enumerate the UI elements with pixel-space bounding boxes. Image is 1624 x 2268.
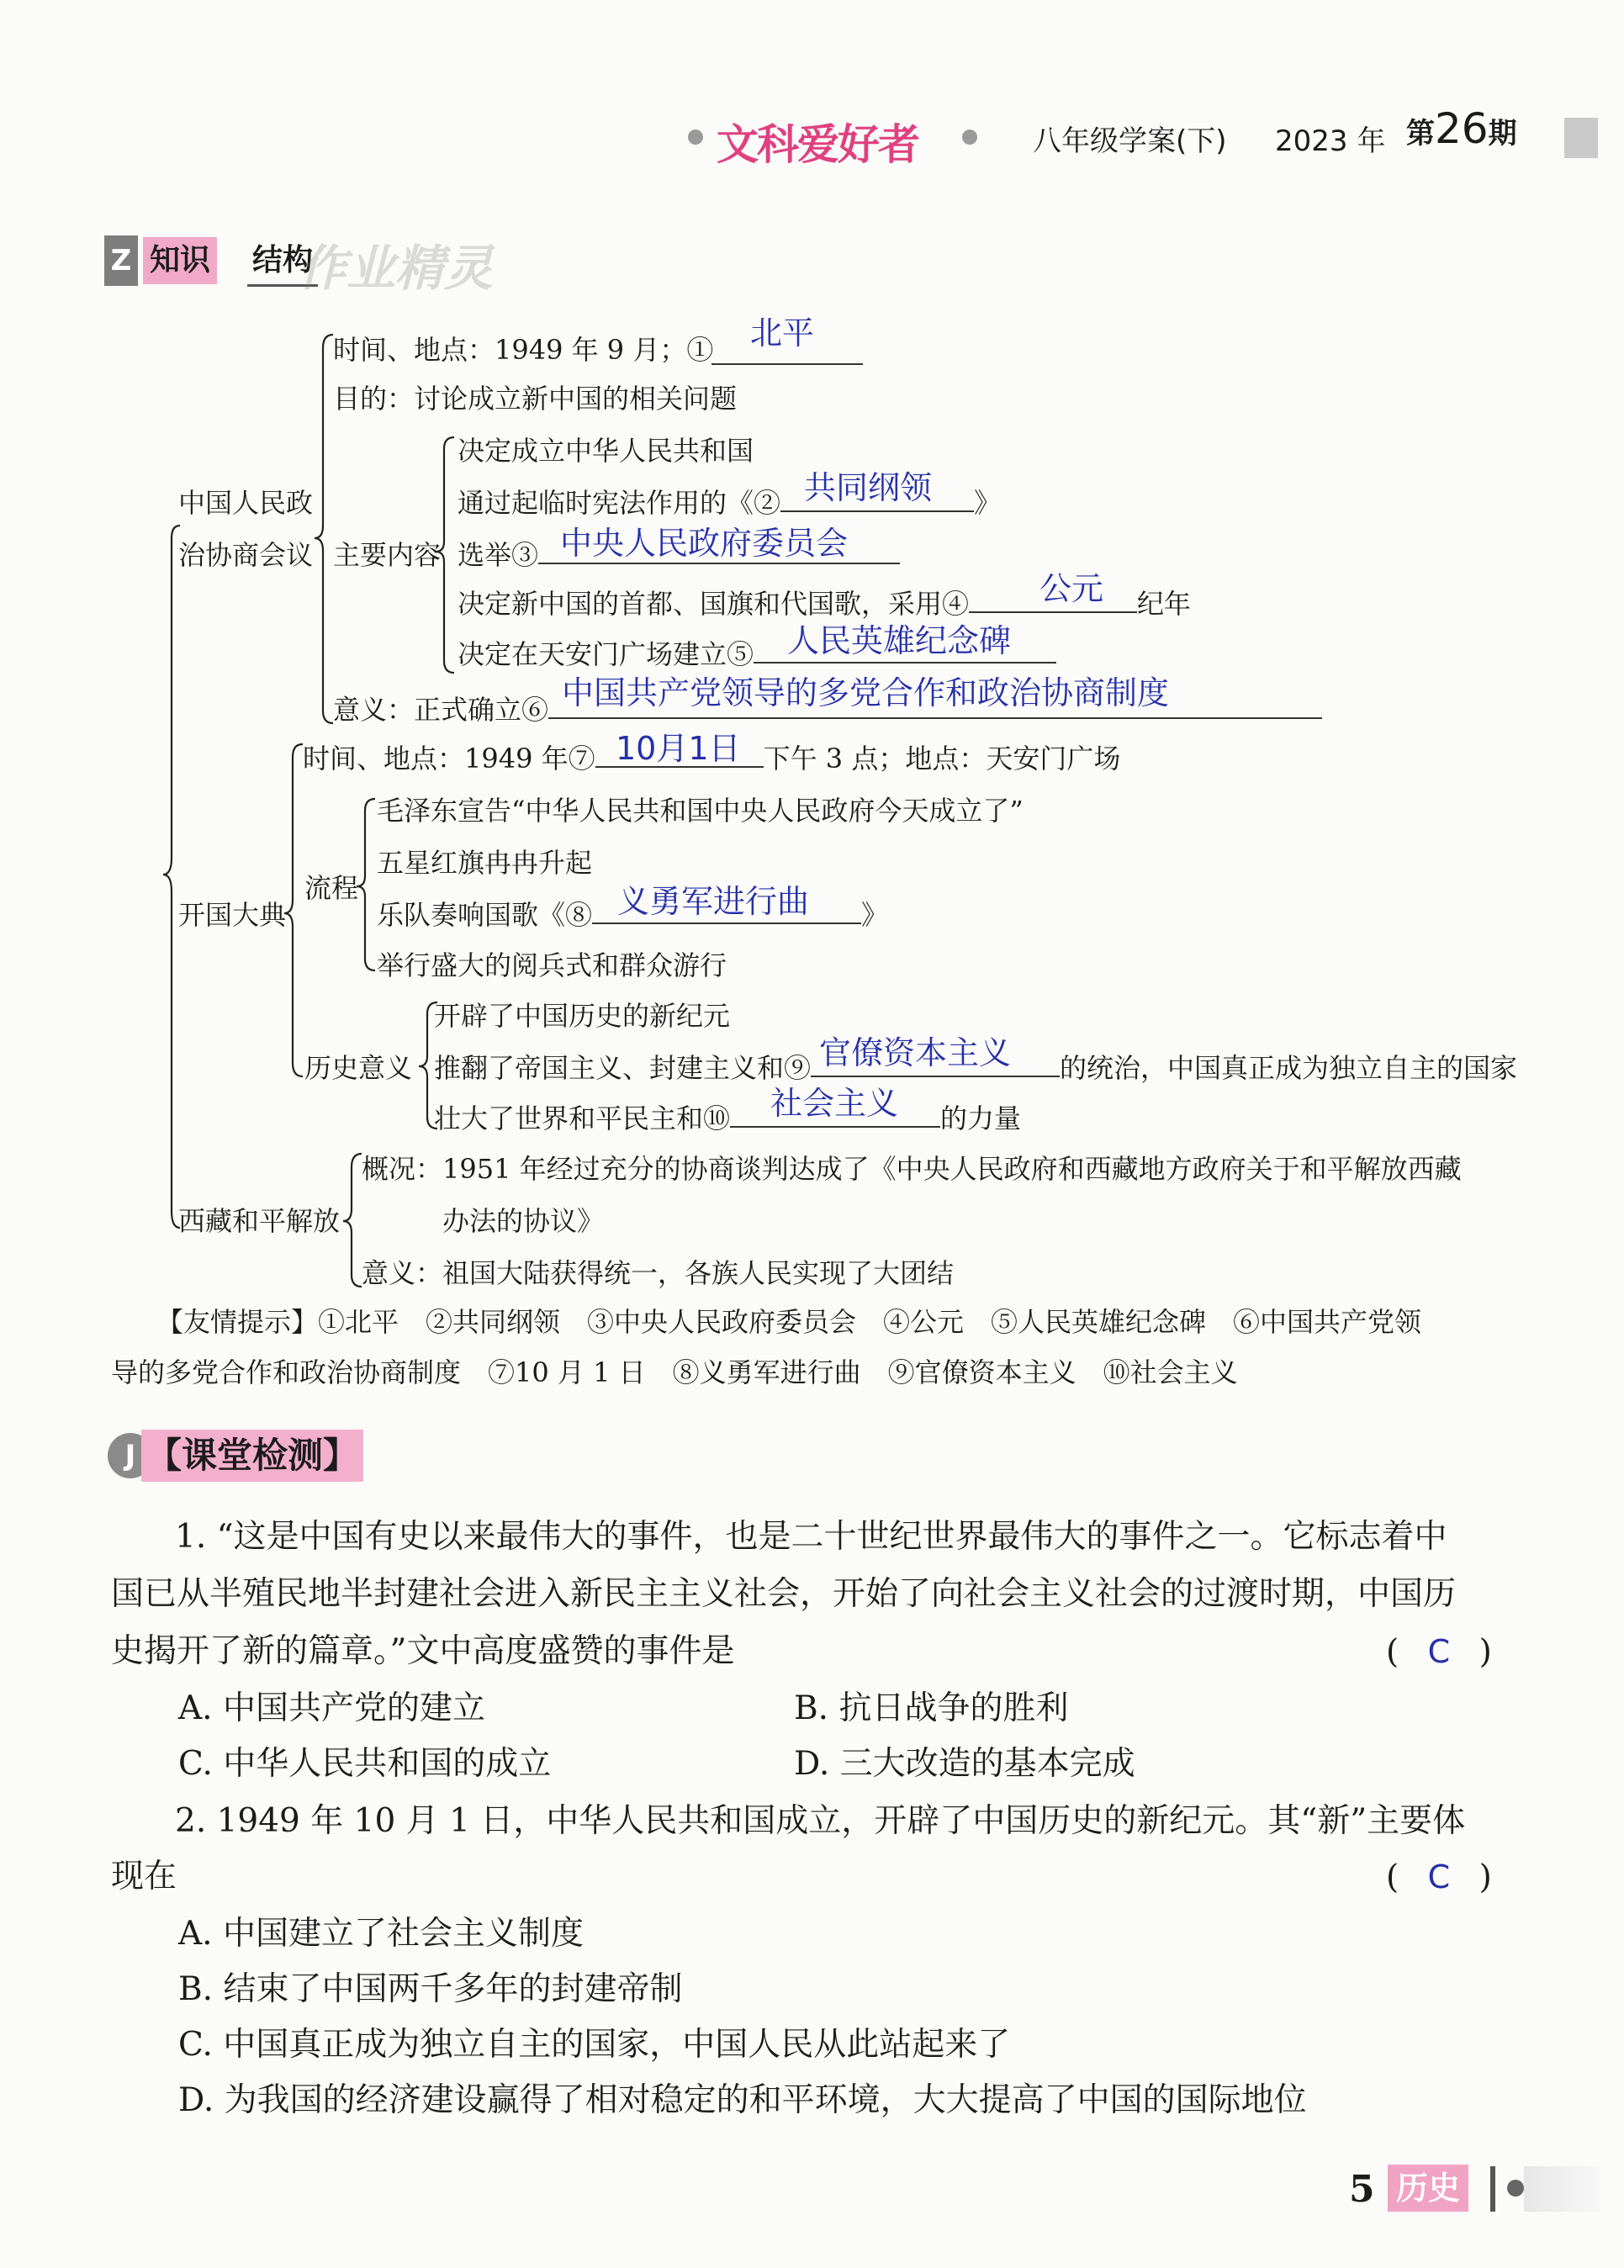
ceremony-time-prefix: 时间、地点：1949 年⑦ [303, 743, 595, 775]
content-5-prefix: 决定在天安门广场建立⑤ [458, 638, 754, 670]
q1-option-a: A. 中国共产党的建立 [178, 1689, 485, 1727]
blank-line-1 [711, 363, 863, 365]
year-label: 2023 年 [1275, 124, 1386, 158]
brand-logo: 文科爱好者 [717, 120, 918, 169]
ceremony-time-suffix: 下午 3 点；地点：天安门广场 [763, 743, 1121, 775]
q2-answer: C [1427, 1858, 1451, 1895]
brace-ceremony [284, 744, 303, 1076]
section-title-b: 结构 [247, 237, 318, 287]
q1-option-c: C. 中华人民共和国的成立 [178, 1745, 552, 1783]
cppcc-purpose: 目的：讨论成立新中国的相关问题 [333, 383, 738, 415]
significance-prefix: 意义：正式确立⑥ [333, 694, 549, 726]
answer-4: 公元 [1039, 570, 1104, 607]
answer-3: 中央人民政府委员会 [560, 525, 849, 562]
q1-option-b: B. 抗日战争的胜利 [794, 1689, 1069, 1727]
tibet-overview-2: 办法的协议》 [442, 1205, 605, 1237]
footer-dot [1507, 2180, 1524, 2197]
answer-2: 共同纲领 [804, 469, 933, 506]
flow-2: 五星红旗冉冉升起 [377, 847, 593, 879]
q1-answer-bracket: ( C ) [1386, 1633, 1492, 1671]
issue-prefix: 第 [1406, 117, 1435, 151]
answer-1: 北平 [750, 315, 815, 352]
cppcc-main-label: 主要内容 [333, 539, 442, 571]
q2-line-1: 2. 1949 年 10 月 1 日，中华人民共和国成立，开辟了中国历史的新纪元。其“新”主要体 [175, 1802, 1466, 1840]
significance-2-suffix: 的统治，中国真正成为独立自主的国家 [1060, 1052, 1518, 1084]
footer-gray-band [1524, 2166, 1600, 2212]
content-4-prefix: 决定新中国的首都、国旗和代国歌，采用④ [458, 588, 970, 620]
cppcc-label-2: 治协商会议 [178, 539, 314, 571]
section-mark: Z [104, 235, 138, 286]
answer-8: 义勇军进行曲 [617, 883, 810, 920]
brace-flow [357, 799, 375, 970]
classroom-icon: J [108, 1433, 153, 1478]
q1-option-d: D. 三大改造的基本完成 [794, 1745, 1135, 1783]
ceremony-flow-label: 流程 [304, 872, 359, 904]
flow-4: 举行盛大的阅兵式和群众游行 [377, 949, 727, 981]
cppcc-time-place: 时间、地点：1949 年 9 月；① [333, 334, 714, 366]
answer-6: 中国共产党领导的多党合作和政治协商制度 [562, 674, 1170, 711]
q1-line-1: 1. “这是中国有史以来最伟大的事件，也是二十世纪世界最伟大的事件之一。它标志着中 [175, 1518, 1447, 1556]
significance-3 [434, 1102, 1021, 1135]
significance-3-prefix: 壮大了世界和平民主和⑩ [434, 1102, 731, 1134]
section-title-a: 知识 [143, 237, 217, 284]
subject-label: 历史 [1388, 2165, 1468, 2212]
tibet-label: 西藏和平解放 [178, 1205, 341, 1237]
content-2-suffix: 》 [974, 487, 1002, 519]
grade-label: 八年级学案(下) [1033, 124, 1227, 158]
tips-line-1: 【友情提示】①北平 ②共同纲领 ③中央人民政府委员会 ④公元 ⑤人民英雄纪念碑 ⑥中国共产党领 [156, 1306, 1422, 1338]
footer-bar [1490, 2166, 1495, 2212]
ceremony-significance-label: 历史意义 [304, 1052, 413, 1084]
q2-option-a: A. 中国建立了社会主义制度 [178, 1915, 584, 1953]
watermark: 作业精灵 [298, 240, 494, 297]
q1-line-3: 史揭开了新的篇章。”文中高度盛赞的事件是 [111, 1632, 735, 1670]
flow-3-prefix: 乐队奏响国歌《⑧ [377, 899, 593, 931]
flow-3-suffix: 》 [861, 899, 889, 931]
significance-2-prefix: 推翻了帝国主义、封建主义和⑨ [434, 1052, 812, 1084]
significance-3-suffix: 的力量 [940, 1102, 1022, 1134]
q1-answer: C [1427, 1633, 1451, 1670]
flow-1: 毛泽东宣告“中华人民共和国中央人民政府今天成立了” [377, 795, 1024, 827]
content-4-suffix: 纪年 [1137, 588, 1192, 620]
q2-option-c: C. 中国真正成为独立自主的国家，中国人民从此站起来了 [178, 2026, 1011, 2064]
content-3-prefix: 选举③ [458, 539, 539, 571]
q2-option-b: B. 结束了中国两千多年的封建帝制 [178, 1970, 683, 2008]
q1-line-2: 国已从半殖民地半封建社会进入新民主主义社会，开始了向社会主义社会的过渡时期，中国历 [111, 1575, 1457, 1613]
brace-tibet [343, 1154, 362, 1287]
tips-line-2: 导的多党合作和政治协商制度 ⑦10 月 1 日 ⑧义勇军进行曲 ⑨官僚资本主义 ⑩社会主义 [111, 1356, 1238, 1388]
q2-option-d: D. 为我国的经济建设赢得了相对稳定的和平环境，大大提高了中国的国际地位 [178, 2081, 1307, 2119]
cppcc-label-1: 中国人民政 [178, 487, 314, 519]
brace-cppcc [315, 335, 333, 723]
answer-10: 社会主义 [770, 1085, 899, 1122]
cppcc-content-1: 决定成立中华人民共和国 [458, 435, 754, 467]
tibet-significance: 意义：祖国大陆获得统一，各族人民实现了大团结 [362, 1257, 955, 1289]
ceremony-label: 开国大典 [178, 899, 287, 931]
classroom-title: 【课堂检测】 [141, 1430, 363, 1482]
issue-number: 26 [1435, 104, 1489, 153]
content-2-prefix: 通过起临时宪法作用的《② [458, 487, 781, 519]
brace-main [163, 526, 180, 1228]
q2-line-2: 现在 [111, 1858, 177, 1895]
answer-5: 人民英雄纪念碑 [787, 622, 1012, 659]
significance-1: 开辟了中国历史的新纪元 [434, 1000, 731, 1032]
issue-suffix: 期 [1488, 117, 1517, 151]
answer-9: 官僚资本主义 [819, 1034, 1012, 1071]
q2-answer-bracket: ( C ) [1386, 1858, 1492, 1896]
page-number: 5 [1349, 2168, 1375, 2211]
tibet-overview-1: 概况：1951 年经过充分的协商谈判达成了《中央人民政府和西藏地方政府关于和平解放西藏 [362, 1153, 1462, 1185]
answer-7: 10月1日 [616, 730, 741, 767]
